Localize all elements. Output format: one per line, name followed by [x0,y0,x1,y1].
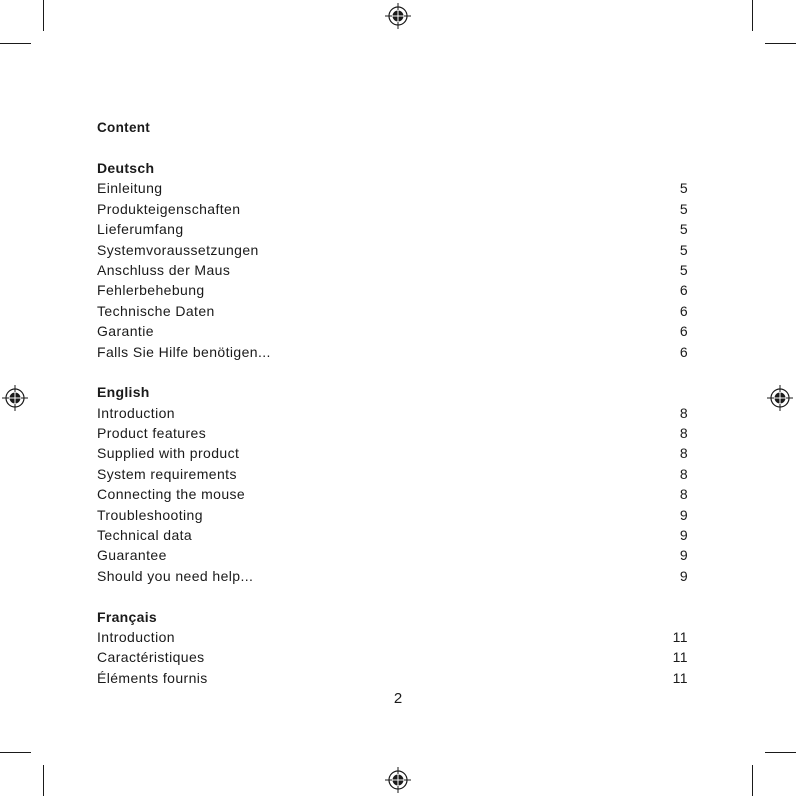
toc-entry [97,545,688,565]
toc-entry [97,647,688,667]
toc-entry-label: Supplied with product [97,445,240,462]
toc-entry-label: Einleitung [97,180,163,197]
toc-entry-label: Lieferumfang [97,221,184,238]
toc-entry [97,199,688,219]
crop-mark-top-right-horizontal [765,43,796,44]
toc-entry-page: 9 [679,567,688,584]
toc-entry [97,484,688,504]
toc-entry-page: 11 [672,649,688,666]
toc-entry-label: Should you need help... [97,567,254,584]
toc-entry-page: 5 [679,221,688,238]
toc-entry-label: Troubleshooting [97,506,203,523]
toc-entry [97,280,688,300]
toc-entry-label: Connecting the mouse [97,486,246,503]
toc-entry [97,525,688,545]
toc-entry-page: 8 [679,465,688,482]
toc-entry-label: Anschluss der Maus [97,261,231,278]
toc-entry-page: 6 [679,343,688,360]
section-heading: Français [97,608,157,625]
toc-entry [97,342,688,362]
toc-entry-page: 11 [672,669,688,686]
toc-entry-page: 5 [679,261,688,278]
crop-mark-bottom-left-vertical [43,765,44,796]
toc-entry [97,443,688,463]
crop-mark-top-left-vertical [43,0,44,31]
toc-entry-page: 8 [679,445,688,462]
toc-entry-page: 9 [679,547,688,564]
toc-entry-label: Product features [97,425,207,442]
toc-entry-page: 5 [679,241,688,258]
toc-entry-label: Introduction [97,404,175,421]
toc-sections [97,158,688,688]
toc-entry-page: 11 [672,628,688,645]
toc-entry-label: Fehlerbehebung [97,282,205,299]
toc-entry-page: 5 [679,180,688,197]
toc-entry-label: Systemvoraussetzungen [97,241,259,258]
toc-entry-label: Falls Sie Hilfe benötigen... [97,343,271,360]
toc-entry-label: Produkteigenschaften [97,200,241,217]
section-heading: English [97,384,150,401]
toc-entry-page: 6 [679,282,688,299]
toc-section [97,158,688,362]
toc-entry [97,566,688,586]
toc-entry-page: 8 [679,404,688,421]
table-of-contents [97,118,688,709]
toc-entry [97,219,688,239]
toc-title: Content [97,120,151,135]
toc-entry [97,505,688,525]
toc-entry [97,423,688,443]
toc-entry [97,403,688,423]
crop-mark-bottom-right-vertical [752,765,753,796]
registration-target-icon-bottom [385,767,411,793]
toc-entry-label: Technical data [97,527,193,544]
toc-entry [97,627,688,647]
toc-entry [97,464,688,484]
toc-entry-page: 9 [679,506,688,523]
toc-entry-label: Caractéristiques [97,649,205,666]
toc-entry [97,301,688,321]
toc-entry [97,321,688,341]
toc-entry-label: Guarantee [97,547,167,564]
toc-entry-page: 6 [679,302,688,319]
registration-target-icon-top [385,3,411,29]
crop-mark-bottom-right-horizontal [765,752,796,753]
crop-mark-bottom-left-horizontal [0,752,31,753]
toc-section [97,607,688,689]
toc-entry [97,240,688,260]
toc-entry [97,668,688,688]
section-heading: Deutsch [97,160,155,176]
toc-entry-label: Technische Daten [97,302,215,319]
toc-entry-page: 8 [679,486,688,503]
toc-entry-page: 6 [679,323,688,340]
toc-entry-page: 5 [679,200,688,217]
toc-entry-label: Garantie [97,323,154,340]
toc-entry-label: System requirements [97,465,237,482]
toc-section [97,382,688,586]
toc-entry [97,178,688,198]
toc-entry-page: 8 [679,425,688,442]
page-number: 2 [393,690,403,707]
toc-entry-page: 9 [679,527,688,544]
crop-mark-top-right-vertical [752,0,753,31]
toc-entry-label: Éléments fournis [97,669,208,686]
registration-target-icon-left [2,385,28,411]
toc-entry [97,260,688,280]
crop-mark-top-left-horizontal [0,43,31,44]
registration-target-icon-right [767,385,793,411]
toc-entry-label: Introduction [97,628,175,645]
